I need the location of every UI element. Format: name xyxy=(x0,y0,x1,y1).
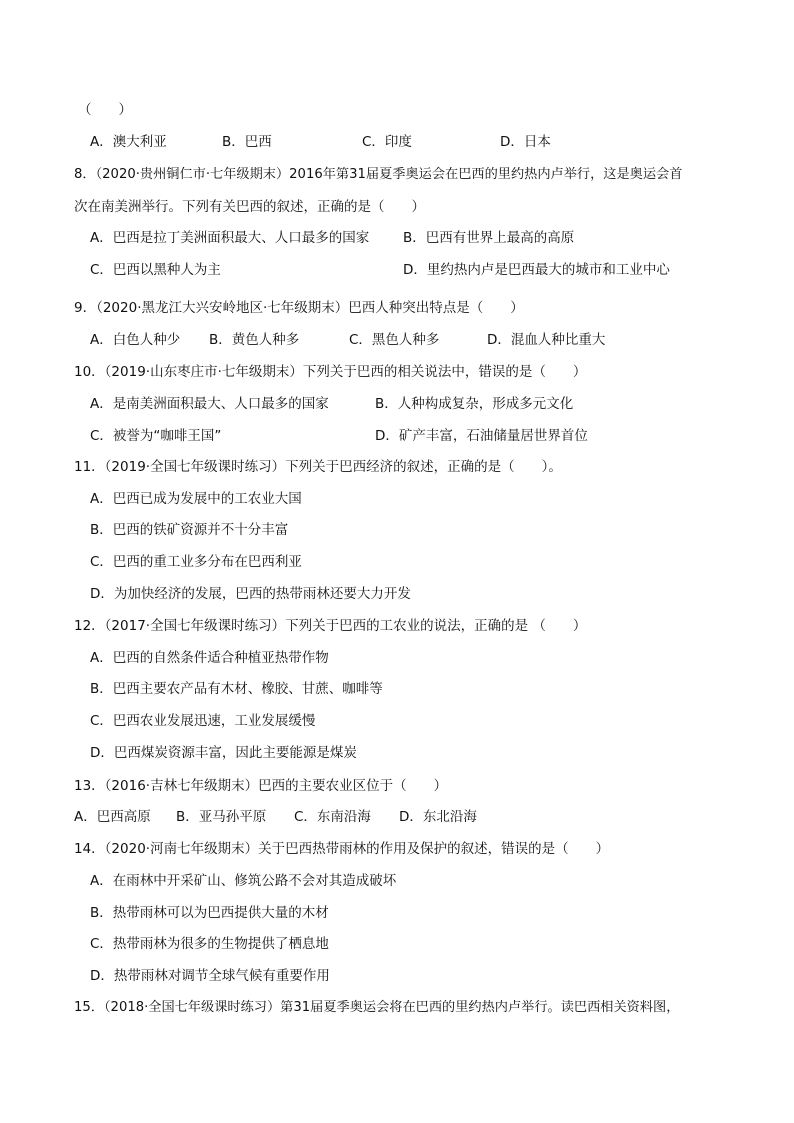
q9-option-b: B．黄色人种多 xyxy=(209,332,300,348)
q8-option-b: B．巴西有世界上最高的高原 xyxy=(403,230,575,246)
q13-option-a: A．巴西高原 xyxy=(74,809,151,825)
q10-option-c: C．被誉为“咖啡王国” xyxy=(90,428,222,444)
q13-stem: 13．（2016·吉林七年级期末）巴西的主要农业区位于（ ） xyxy=(74,778,448,794)
q14-option-a: A．在雨林中开采矿山、修筑公路不会对其造成破坏 xyxy=(90,873,397,889)
q9-option-a: A．白色人种少 xyxy=(90,332,181,348)
q14-option-c: C．热带雨林为很多的生物提供了栖息地 xyxy=(90,936,329,952)
q12-option-a: A．巴西的自然条件适合种植亚热带作物 xyxy=(90,650,329,666)
q7-answer-bracket: （ ） xyxy=(78,102,132,118)
q8-option-a: A．巴西是拉丁美洲面积最大、人口最多的国家 xyxy=(90,230,370,246)
q10-stem: 10．（2019·山东枣庄市·七年级期末）下列关于巴西的相关说法中，错误的是（ ） xyxy=(74,364,587,380)
q12-option-d: D．巴西煤炭资源丰富，因此主要能源是煤炭 xyxy=(90,745,357,761)
q7-option-c: C．印度 xyxy=(362,134,412,150)
q11-option-a: A．巴西已成为发展中的工农业大国 xyxy=(90,491,302,507)
q9-option-c: C．黑色人种多 xyxy=(349,332,440,348)
q10-option-d: D．矿产丰富，石油储量居世界首位 xyxy=(375,428,588,444)
q15-stem: 15．（2018·全国七年级课时练习）第31届夏季奥运会将在巴西的里约热内卢举行。读巴西相关资料图， xyxy=(74,1000,680,1015)
q9-stem: 9．（2020·黑龙江大兴安岭地区·七年级期末）巴西人种突出特点是（ ） xyxy=(74,300,524,316)
q10-option-a: A．是南美洲面积最大、人口最多的国家 xyxy=(90,396,329,412)
q10-option-b: B．人种构成复杂，形成多元文化 xyxy=(375,396,574,412)
q8-option-c: C．巴西以黑种人为主 xyxy=(90,262,221,278)
q12-stem: 12．（2017·全国七年级课时练习）下列关于巴西的工农业的说法，正确的是 （ ） xyxy=(74,618,587,634)
q14-stem: 14．（2020·河南七年级期末）关于巴西热带雨林的作用及保护的叙述，错误的是（ ） xyxy=(74,841,610,857)
q13-option-c: C．东南沿海 xyxy=(294,809,371,825)
q11-option-c: C．巴西的重工业多分布在巴西利亚 xyxy=(90,554,302,570)
q14-option-d: D．热带雨林对调节全球气候有重要作用 xyxy=(90,968,330,984)
q14-option-b: B．热带雨林可以为巴西提供大量的木材 xyxy=(90,905,329,921)
q11-stem: 11．（2019·全国七年级课时练习）下列关于巴西经济的叙述，正确的是（ ）。 xyxy=(74,459,562,475)
q13-option-b: B．亚马孙平原 xyxy=(176,809,267,825)
q11-option-b: B．巴西的铁矿资源并不十分丰富 xyxy=(90,522,289,538)
q12-option-c: C．巴西农业发展迅速，工业发展缓慢 xyxy=(90,713,316,729)
q8-option-d: D．里约热内卢是巴西最大的城市和工业中心 xyxy=(403,262,670,278)
q9-option-d: D．混血人种比重大 xyxy=(487,332,606,348)
q11-option-d: D．为加快经济的发展，巴西的热带雨林还要大力开发 xyxy=(90,586,411,602)
q8-stem-line1: 8．（2020·贵州铜仁市·七年级期末）2016年第31届夏季奥运会在巴西的里约热内卢举行，这是奥运会首 xyxy=(74,167,683,182)
q12-option-b: B．巴西主要农产品有木材、橡胶、甘蔗、咖啡等 xyxy=(90,681,383,697)
q8-stem-line2: 次在南美洲举行。下列有关巴西的叙述，正确的是（ ） xyxy=(74,199,425,215)
q7-option-b: B．巴西 xyxy=(222,134,272,150)
q7-option-d: D．日本 xyxy=(500,134,551,150)
q13-option-d: D．东北沿海 xyxy=(399,809,477,825)
q7-option-a: A．澳大利亚 xyxy=(90,134,167,150)
